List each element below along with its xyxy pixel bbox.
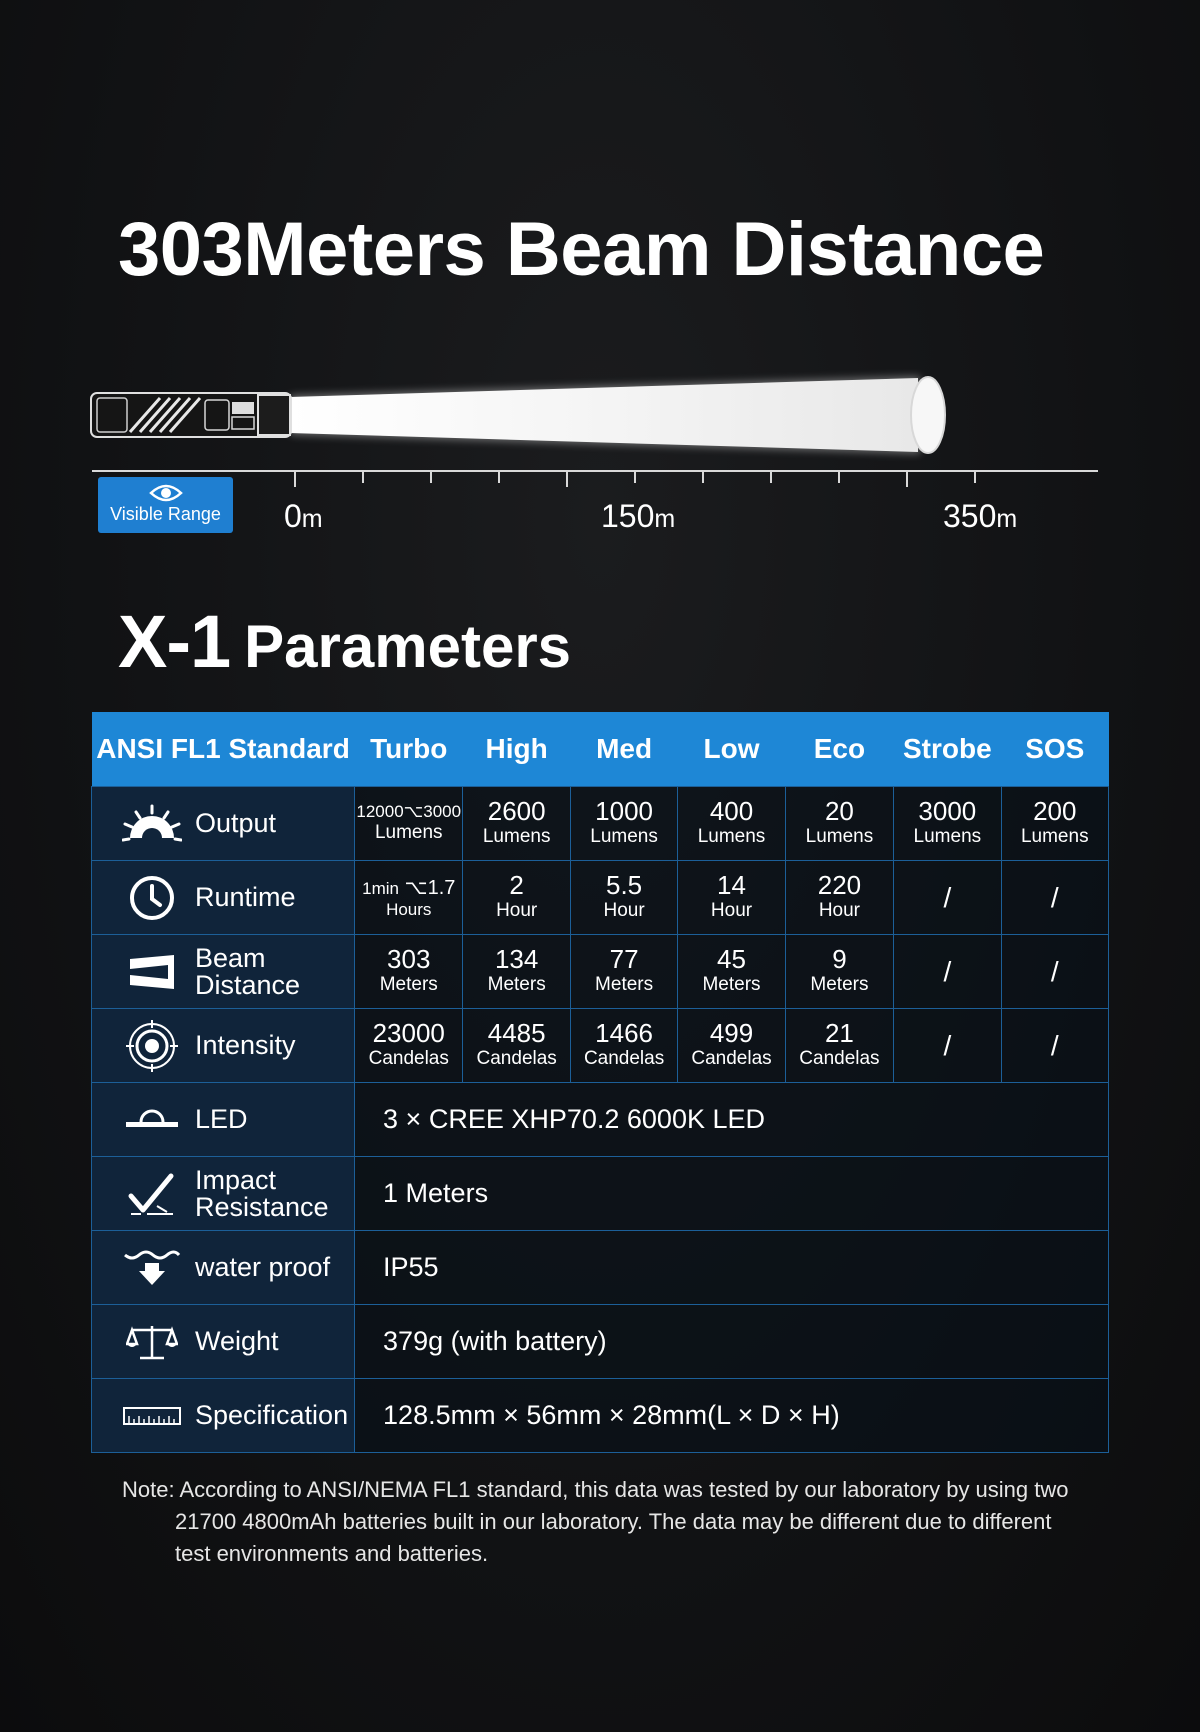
cell-waterproof-value: IP55 bbox=[355, 1231, 1109, 1305]
cell-intensity-low: 499 Candelas bbox=[678, 1009, 785, 1083]
cell-intensity-eco: 21 Candelas bbox=[785, 1009, 893, 1083]
row-intensity bbox=[92, 1009, 1109, 1083]
distance-scale bbox=[92, 470, 1098, 472]
footnote-line-3: test environments and batteries. bbox=[175, 1541, 489, 1566]
cell-intensity-med: 1466 Candelas bbox=[570, 1009, 677, 1083]
cell-output-high: 2600 Lumens bbox=[463, 787, 570, 861]
cell-beam-strobe: / bbox=[894, 935, 1001, 1009]
scale-tick bbox=[430, 470, 432, 483]
cell-output-strobe: 3000 Lumens bbox=[894, 787, 1001, 861]
distance-mark-0: 0m bbox=[284, 498, 323, 534]
params-title bbox=[118, 600, 572, 683]
visible-range-badge bbox=[98, 477, 233, 533]
header-med: Med bbox=[570, 712, 677, 787]
cell-beam-eco: 9 Meters bbox=[785, 935, 893, 1009]
header-low: Low bbox=[678, 712, 785, 787]
label-weight: Weight bbox=[195, 1326, 279, 1356]
scale-tick bbox=[906, 470, 908, 487]
row-weight bbox=[92, 1305, 1109, 1379]
distance-mark-150: 150m bbox=[601, 498, 676, 534]
visible-range-label: Visible Range bbox=[110, 504, 221, 524]
label-runtime: Runtime bbox=[195, 882, 296, 912]
cell-specification-value: 128.5mm × 56mm × 28mm(L × D × H) bbox=[355, 1379, 1109, 1453]
cell-runtime-sos: / bbox=[1001, 861, 1108, 935]
scale-tick bbox=[770, 470, 772, 483]
flashlight-beam-illustration bbox=[0, 360, 1200, 470]
scale-tick bbox=[974, 470, 976, 483]
beam-icon bbox=[122, 953, 182, 991]
header-eco: Eco bbox=[785, 712, 893, 787]
label-impact-resistance: Impact Resistance bbox=[195, 1164, 329, 1222]
parameters-table bbox=[91, 712, 1109, 1453]
cell-runtime-strobe: / bbox=[894, 861, 1001, 935]
cell-led-value: 3 × CREE XHP70.2 6000K LED bbox=[355, 1083, 1109, 1157]
label-intensity: Intensity bbox=[195, 1030, 296, 1060]
scale-icon bbox=[122, 1322, 182, 1362]
cell-runtime-low: 14 Hour bbox=[678, 861, 785, 935]
row-led bbox=[92, 1083, 1109, 1157]
cell-output-eco: 20 Lumens bbox=[785, 787, 893, 861]
row-beam-distance bbox=[92, 935, 1109, 1009]
distance-mark-350: 350m bbox=[943, 498, 1018, 534]
header-standard: ANSI FL1 Standard bbox=[92, 712, 355, 787]
eye-icon bbox=[149, 483, 183, 503]
cell-runtime-turbo: 1min ⌥1.7 Hours bbox=[355, 861, 463, 935]
cell-beam-med: 77 Meters bbox=[570, 935, 677, 1009]
cell-output-turbo: 12000⌥3000 Lumens bbox=[355, 787, 463, 861]
cell-runtime-high: 2 Hour bbox=[463, 861, 570, 935]
cell-runtime-med: 5.5 Hour bbox=[570, 861, 677, 935]
cell-beam-sos: / bbox=[1001, 935, 1108, 1009]
params-word: Parameters bbox=[244, 613, 572, 680]
scale-tick bbox=[838, 470, 840, 483]
impact-icon bbox=[122, 1172, 182, 1216]
cell-output-low: 400 Lumens bbox=[678, 787, 785, 861]
cell-beam-low: 45 Meters bbox=[678, 935, 785, 1009]
cell-output-sos: 200 Lumens bbox=[1001, 787, 1108, 861]
clock-icon bbox=[122, 874, 182, 922]
row-runtime bbox=[92, 861, 1109, 935]
label-beam-distance: Beam Distance bbox=[195, 942, 301, 1000]
headline: 303Meters Beam Distance bbox=[118, 207, 1045, 292]
cell-intensity-turbo: 23000 Candelas bbox=[355, 1009, 463, 1083]
waterproof-icon bbox=[122, 1249, 182, 1287]
scale-tick bbox=[634, 470, 636, 483]
table-header-row bbox=[92, 712, 1109, 787]
cell-intensity-sos: / bbox=[1001, 1009, 1108, 1083]
header-sos: SOS bbox=[1001, 712, 1108, 787]
cell-impact-value: 1 Meters bbox=[355, 1157, 1109, 1231]
cell-intensity-strobe: / bbox=[894, 1009, 1001, 1083]
footnote-line-1: Note: According to ANSI/NEMA FL1 standard, this data was tested by our laboratory by using two bbox=[122, 1477, 1069, 1502]
row-specification bbox=[92, 1379, 1109, 1453]
cell-intensity-high: 4485 Candelas bbox=[463, 1009, 570, 1083]
flashlight-body bbox=[91, 393, 291, 437]
header-turbo: Turbo bbox=[355, 712, 463, 787]
row-output bbox=[92, 787, 1109, 861]
cell-output-med: 1000 Lumens bbox=[570, 787, 677, 861]
scale-tick bbox=[498, 470, 500, 483]
cell-beam-turbo: 303 Meters bbox=[355, 935, 463, 1009]
ruler-icon bbox=[122, 1406, 182, 1426]
footnote bbox=[122, 1474, 1082, 1570]
target-icon bbox=[122, 1020, 182, 1072]
footnote-line-2: 21700 4800mAh batteries built in our laboratory. The data may be different due to different bbox=[175, 1509, 1052, 1534]
model-name: X-1 bbox=[118, 600, 231, 683]
label-waterproof: water proof bbox=[195, 1252, 331, 1282]
header-high: High bbox=[463, 712, 570, 787]
label-output: Output bbox=[195, 808, 277, 838]
label-specification: Specification bbox=[195, 1400, 349, 1430]
cell-weight-value: 379g (with battery) bbox=[355, 1305, 1109, 1379]
row-waterproof bbox=[92, 1231, 1109, 1305]
scale-tick bbox=[702, 470, 704, 483]
cell-runtime-eco: 220 Hour bbox=[785, 861, 893, 935]
cell-beam-high: 134 Meters bbox=[463, 935, 570, 1009]
led-icon bbox=[122, 1108, 182, 1132]
row-impact-resistance bbox=[92, 1157, 1109, 1231]
header-strobe: Strobe bbox=[894, 712, 1001, 787]
sunburst-icon bbox=[122, 804, 182, 844]
scale-tick bbox=[566, 470, 568, 487]
scale-tick bbox=[362, 470, 364, 483]
label-led: LED bbox=[195, 1104, 248, 1134]
scale-tick bbox=[294, 470, 296, 487]
